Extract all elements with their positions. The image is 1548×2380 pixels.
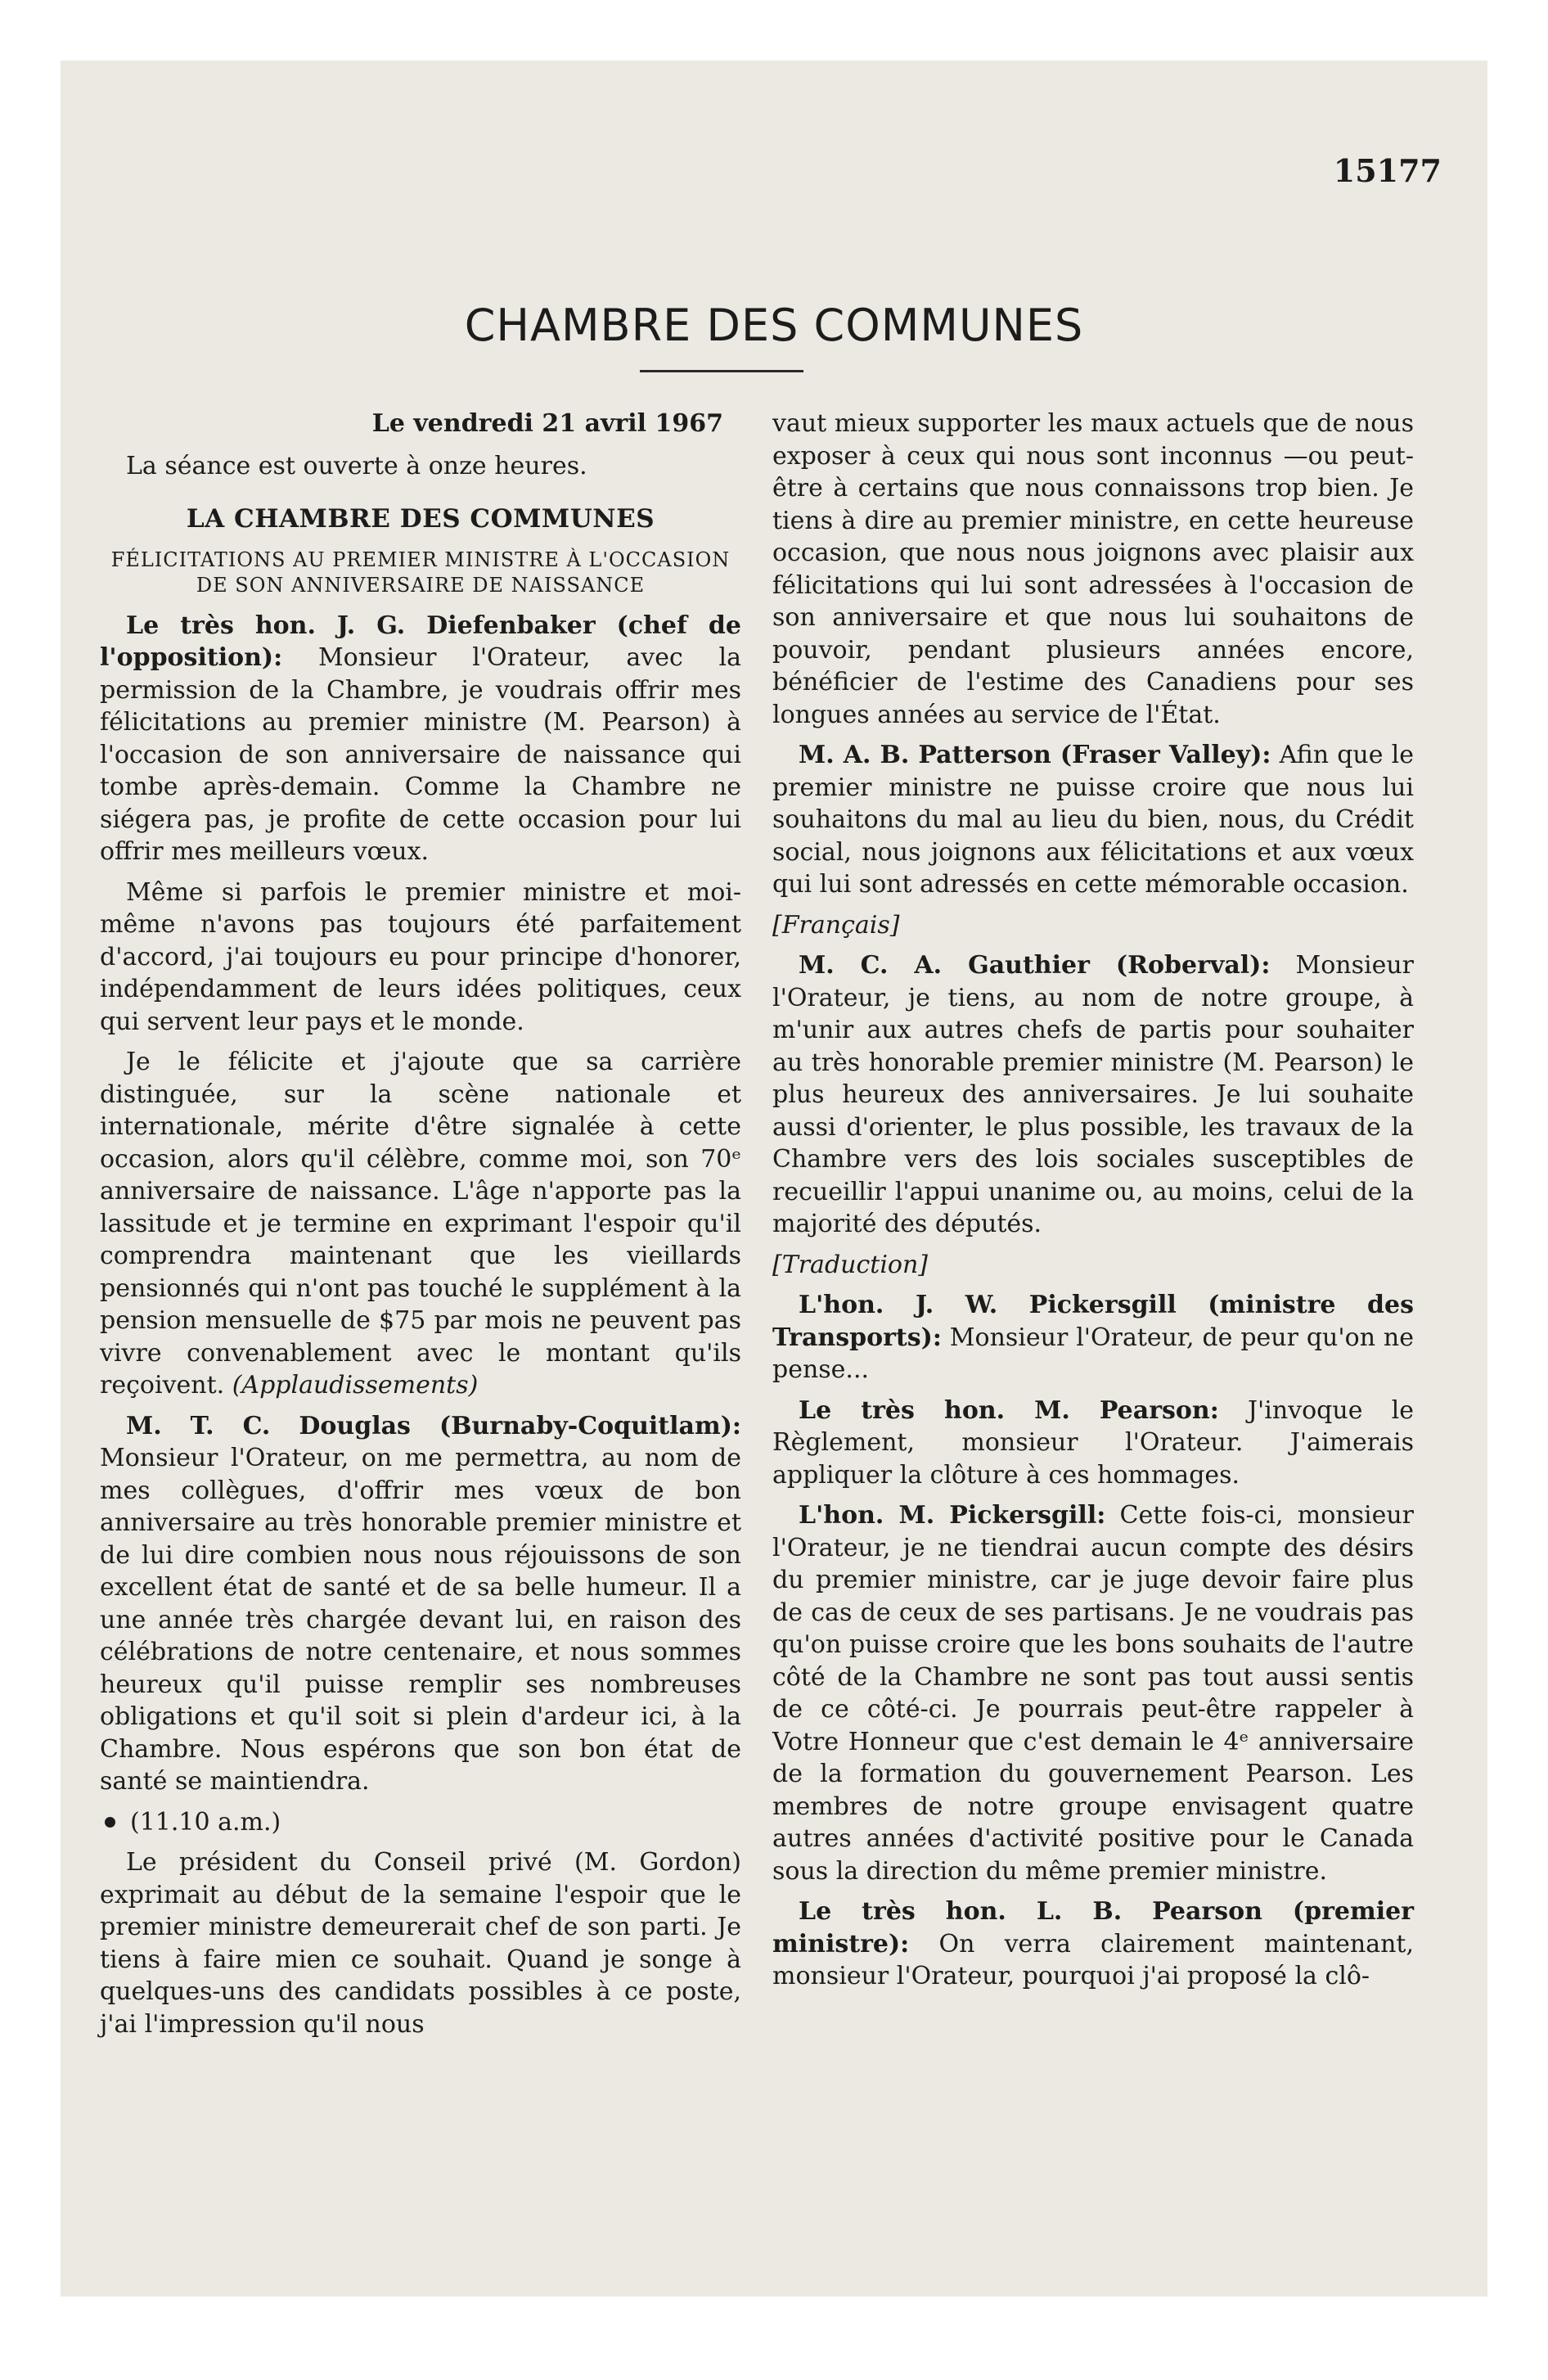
speaker-name: L'hon. J. W. Pickersgill (ministre des Transports):	[772, 1291, 1414, 1352]
paragraph	[100, 1410, 741, 1798]
speaker-name: Le très hon. M. Pearson:	[799, 1395, 1219, 1425]
paragraph	[772, 1499, 1414, 1887]
language-tag: [Français]	[772, 910, 900, 940]
speech-text: Monsieur l'Orateur, je tiens, au nom de notre groupe, à m'unir aux autres chefs de partis pour souhaiter au très honorable premier ministre (M. Pearson) le plus heureux des anniversaires. Je lui souhaite aussi d'orienter, le plus possible, les travaux de la Chambre vers des lois sociales susceptibles de recueillir l'appui unanime ou, au moins, celui de la majorité des députés.	[772, 951, 1415, 1238]
speech-text: J'invoque le Règlement, monsieur l'Orateur. J'aimerais appliquer la clôture à ces hommages.	[772, 1395, 1414, 1490]
paragraph	[772, 739, 1414, 901]
speaker-name: M. T. C. Douglas (Burnaby-Coquitlam):	[126, 1411, 741, 1440]
speaker-name: Le très hon. J. G. Diefenbaker (chef de l'opposition):	[100, 611, 741, 672]
paragraph: vaut mieux supporter les maux actuels que de nous exposer à ceux qui nous sont inconnus —ou peut-être à certains que nous connaissons trop bien. Je tiens à dire au premier ministre, en cette heureuse occasion, que nous nous joignons avec plaisir aux félicitations qui lui sont adressées à l'occasion de son anniversaire et que nous lui souhaitons de pouvoir, pendant plusieurs années encore, bénéficier de l'estime des Canadiens pour ses longues années au service de l'État.	[772, 409, 1414, 729]
paragraph: Le président du Conseil privé (M. Gordon) exprimait au début de la semaine l'espoir que le premier ministre demeurerait chef de son parti. Je tiens à faire mien ce souhait. Quand je songe à quelques-uns des candidats possibles à ce poste, j'ai l'impression qu'il nous	[100, 1848, 741, 2039]
speech-text: On verra clairement maintenant, monsieur l'Orateur, pourquoi j'ai proposé la clô-	[772, 1929, 1414, 1990]
left-column	[100, 408, 741, 2049]
page	[61, 61, 1487, 2297]
paragraph	[100, 1046, 741, 1402]
time-marker	[100, 1806, 741, 1839]
speech-text: Monsieur l'Orateur, on me permettra, au nom de mes collègues, d'offrir mes vœux de bon anniversaire au très honorable premier ministre et de lui dire combien nous nous réjouissons de son excellent état de santé et de sa belle humeur. Il a une année très chargée devant lui, en raison des célébrations de notre centenaire, et nous sommes heureux qu'il puisse remplir ses nombreuses obligations et qu'il soit si plein d'ardeur ici, à la Chambre. Nous espérons que son bon état de santé se maintiendra.	[100, 1444, 741, 1796]
speech-text: Monsieur l'Orateur, avec la permission de la Chambre, je voudrais offrir mes félicitations au premier ministre (M. Pearson) à l'occasion de son anniversaire de naissance qui tombe après-demain. Comme la Chambre ne siégera pas, je profite de cette occasion pour lui offrir mes meilleurs vœux.	[100, 643, 741, 866]
speaker-name: M. C. A. Gauthier (Roberval):	[799, 951, 1271, 980]
speech-text: Je le félicite et j'ajoute que sa carrière distinguée, sur la scène nationale et internationale, mérite d'être signalée à cette occasion, alors qu'il célèbre, comme moi, son 70ᵉ anniversaire de naissance. L'âge n'apporte pas la lassitude et je termine en exprimant l'espoir qu'il comprendra maintenant que les vieillards pensionnés qui n'ont pas touché le supplément à la pension mensuelle de $75 par mois ne peuvent pas vivre convenablement avec le montant qu'ils reçoivent.	[100, 1048, 741, 1400]
time-text: (11.10 a.m.)	[130, 1807, 281, 1837]
title-rule	[640, 370, 803, 372]
paragraph	[772, 949, 1414, 1241]
bullet-icon	[105, 1817, 115, 1828]
right-column	[772, 408, 1414, 2001]
paragraph	[772, 1289, 1414, 1386]
paragraph	[100, 610, 741, 868]
language-tag: [Traduction]	[772, 1250, 929, 1279]
speech-text: Monsieur l'Orateur, de peur qu'on ne pense...	[772, 1323, 1414, 1384]
applause-note: (Applaudissements)	[232, 1371, 479, 1400]
paragraph	[772, 1895, 1414, 1993]
opening-line: La séance est ouverte à onze heures.	[126, 451, 587, 480]
speaker-name: Le très hon. L. B. Pearson (premier ministre):	[772, 1897, 1414, 1959]
speaker-name: M. A. B. Patterson (Fraser Valley):	[799, 741, 1271, 769]
page-number: 15177	[1333, 152, 1442, 189]
speaker-name: L'hon. M. Pickersgill:	[799, 1501, 1106, 1530]
section-heading: LA CHAMBRE DES COMMUNES	[186, 504, 655, 534]
paragraph	[772, 1395, 1414, 1492]
date-line: Le vendredi 21 avril 1967	[371, 409, 723, 438]
speech-text: Cette fois-ci, monsieur l'Orateur, je ne tiendrai aucun compte des désirs du premier ministre, car je juge devoir faire plus de cas de ceux de ses partisans. Je ne voudrais pas qu'on puisse croire que les bons souhaits de l'autre côté de la Chambre ne sont pas tout aussi sentis de ce côté-ci. Je pourrais peut-être rappeler à Votre Honneur que c'est demain le 4ᵉ anniversaire de la formation du gouvernement Pearson. Les membres de notre groupe envisagent quatre autres années d'activité positive pour le Canada sous la direction du même premier ministre.	[772, 1501, 1414, 1886]
page-title: CHAMBRE DES COMMUNES	[464, 300, 1084, 351]
paragraph: Même si parfois le premier ministre et moi-même n'avons pas toujours été parfaitement d'accord, j'ai toujours eu pour principe d'honorer, indépendamment de leurs idées politiques, ceux qui servent leur pays et le monde.	[100, 877, 741, 1036]
speech-text: Afin que le premier ministre ne puisse croire que nous lui souhaitons du mal au lieu du bien, nous, du Crédit social, nous joignons aux félicitations et aux vœux qui lui sont adressés en cette mémorable occasion.	[772, 741, 1414, 899]
topic-heading: FÉLICITATIONS AU PREMIER MINISTRE À L'OCCASION DE SON ANNIVERSAIRE DE NAISSANCE	[110, 548, 731, 597]
